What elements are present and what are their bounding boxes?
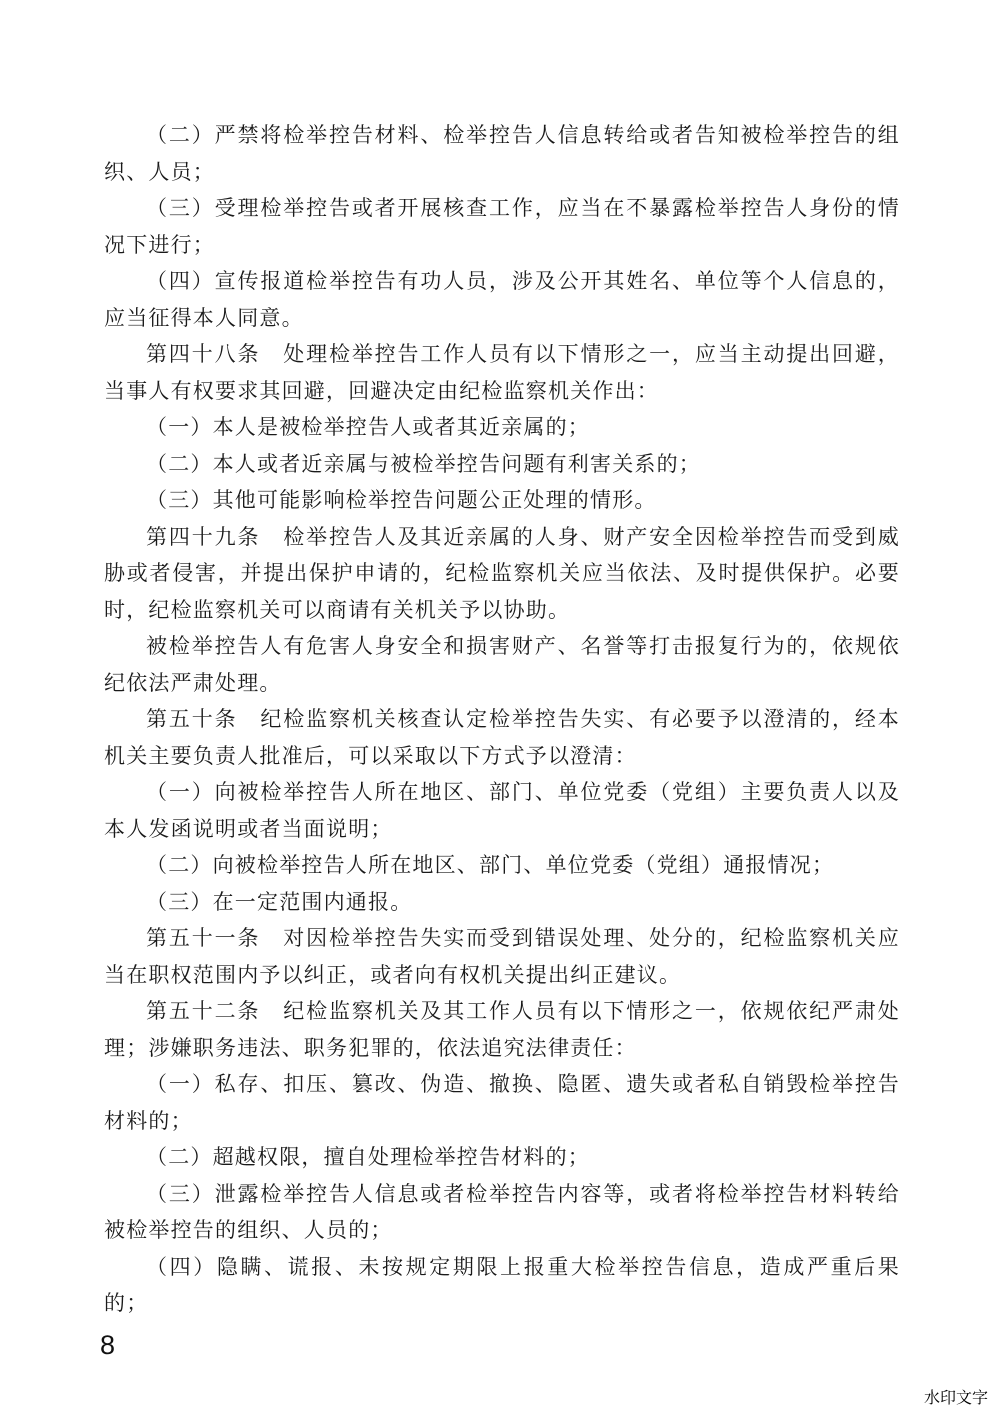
paragraph: （三）在一定范围内通报。 — [146, 889, 413, 914]
paragraph: （二）超越权限，擅自处理检举控告材料的； — [146, 1145, 590, 1169]
document-body — [104, 117, 900, 1322]
paragraph: （四）宣传报道检举控告有功人员，涉及公开其姓名、单位等个人信息的，应当征得本人同意。 — [104, 269, 900, 330]
paragraph: （二）严禁将检举控告材料、检举控告人信息转给或者告知被检举控告的组织、人员； — [104, 123, 900, 184]
article-52: 第五十二条 纪检监察机关及其工作人员有以下情形之一，依规依纪严肃处理；涉嫌职务违法、职务犯罪的，依法追究法律责任： — [104, 999, 900, 1060]
paragraph: （三）受理检举控告或者开展核查工作，应当在不暴露检举控告人身份的情况下进行； — [104, 196, 900, 257]
paragraph: （一）本人是被检举控告人或者其近亲属的； — [146, 415, 590, 439]
article-50: 第五十条 纪检监察机关核查认定检举控告失实、有必要予以澄清的，经本机关主要负责人批准后，可以采取以下方式予以澄清： — [104, 707, 900, 768]
paragraph: （三）泄露检举控告人信息或者检举控告内容等，或者将检举控告材料转给被检举控告的组织、人员的； — [104, 1181, 900, 1242]
paragraph: （二）本人或者近亲属与被检举控告问题有利害关系的； — [146, 451, 701, 476]
article-48: 第四十八条 处理检举控告工作人员有以下情形之一，应当主动提出回避，当事人有权要求其回避，回避决定由纪检监察机关作出： — [104, 342, 900, 403]
paragraph: （四）隐瞒、谎报、未按规定期限上报重大检举控告信息，造成严重后果的； — [104, 1254, 900, 1315]
paragraph: 被检举控告人有危害人身安全和损害财产、名誉等打击报复行为的，依规依纪依法严肃处理。 — [104, 634, 900, 695]
article-49: 第四十九条 检举控告人及其近亲属的人身、财产安全因检举控告而受到威胁或者侵害，并提出保护申请的，纪检监察机关应当依法、及时提供保护。必要时，纪检监察机关可以商请有关机关予以协助。 — [104, 524, 900, 622]
paragraph: （一）私存、扣压、篡改、伪造、撤换、隐匿、遗失或者私自销毁检举控告材料的； — [104, 1072, 900, 1133]
paragraph: （二）向被检举控告人所在地区、部门、单位党委（党组）通报情况； — [146, 853, 835, 877]
paragraph: （三）其他可能影响检举控告问题公正处理的情形。 — [146, 488, 657, 512]
paragraph: （一）向被检举控告人所在地区、部门、单位党委（党组）主要负责人以及本人发函说明或者当面说明； — [104, 780, 900, 841]
watermark-text: 水印文字 — [923, 1388, 988, 1407]
page-number: 8 — [100, 1330, 116, 1360]
article-51: 第五十一条 对因检举控告失实而受到错误处理、处分的，纪检监察机关应当在职权范围内予以纠正，或者向有权机关提出纠正建议。 — [104, 926, 900, 987]
